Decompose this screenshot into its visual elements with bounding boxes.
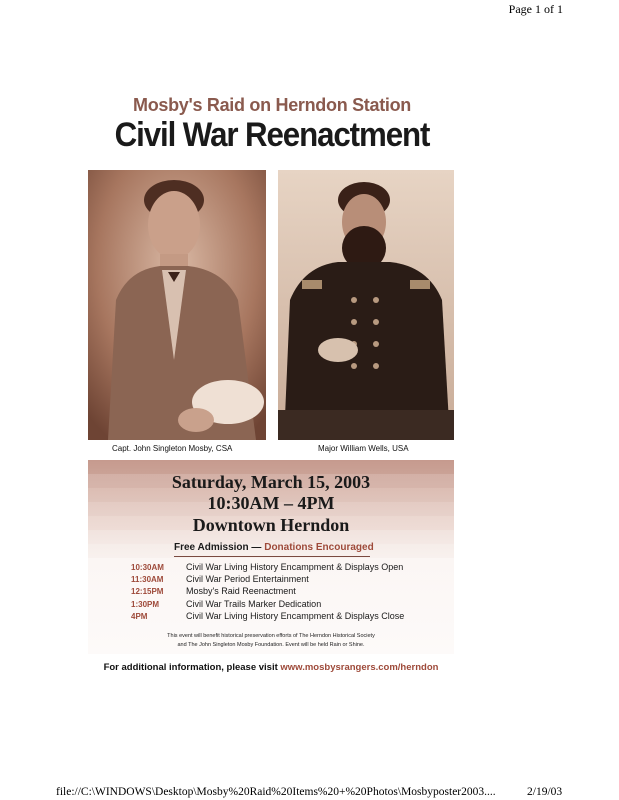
event-info-box	[88, 460, 454, 654]
benefit-note-line-1: This event will benefit historical preservation efforts of The Herndon Historical Society	[167, 633, 375, 639]
schedule-row	[131, 562, 404, 574]
schedule-list	[131, 562, 404, 623]
schedule-description: Civil War Living History Encampment & Displays Open	[186, 562, 404, 572]
admission-divider	[174, 556, 370, 557]
schedule-description: Mosby's Raid Reenactment	[186, 586, 296, 597]
donations-label: Donations Encouraged	[264, 542, 374, 553]
wells-caption: Major William Wells, USA	[318, 444, 409, 453]
mosby-portrait	[88, 170, 266, 440]
additional-info-text: For additional information, please visit	[103, 662, 278, 673]
benefit-note	[88, 632, 454, 650]
schedule-time: 4PM	[131, 611, 148, 621]
event-date: Saturday, March 15, 2003	[171, 472, 371, 492]
schedule-row	[131, 574, 404, 586]
schedule-time: 1:30PM	[131, 599, 160, 609]
additional-info	[88, 662, 454, 673]
schedule-time: 11:30AM	[131, 575, 164, 585]
schedule-description: Civil War Trails Marker Dedication	[186, 598, 322, 609]
admission-line	[174, 542, 374, 553]
benefit-note-line-2: and The John Singleton Mosby Foundation. Event will be held Rain or Shine.	[177, 642, 365, 648]
wells-portrait	[278, 170, 454, 440]
poster-subtitle: Mosby's Raid on Herndon Station	[133, 95, 411, 115]
schedule-time: 12:15PM	[131, 587, 164, 597]
poster-title: Civil War Reenactment	[114, 116, 430, 154]
mosby-caption: Capt. John Singleton Mosby, CSA	[112, 444, 233, 453]
file-path: file://C:\WINDOWS\Desktop\Mosby%20Raid%20Items%20+%20Photos\Mosbyposter2003....	[56, 786, 496, 798]
schedule-description: Civil War Period Entertainment	[186, 574, 309, 585]
schedule-time: 10:30AM	[131, 563, 164, 572]
schedule-row	[131, 599, 404, 611]
admission-label: Free Admission —	[174, 542, 262, 553]
event-time: 10:30AM – 4PM	[207, 493, 335, 513]
print-date: 2/19/03	[527, 786, 563, 798]
schedule-description: Civil War Living History Encampment & Displays Close	[186, 610, 405, 621]
website-link[interactable]: www.mosbysrangers.com/herndon	[280, 662, 439, 673]
schedule-row	[131, 611, 404, 623]
event-location: Downtown Herndon	[192, 515, 350, 535]
page-indicator: Page 1 of 1	[508, 2, 563, 16]
schedule-row	[131, 586, 404, 598]
